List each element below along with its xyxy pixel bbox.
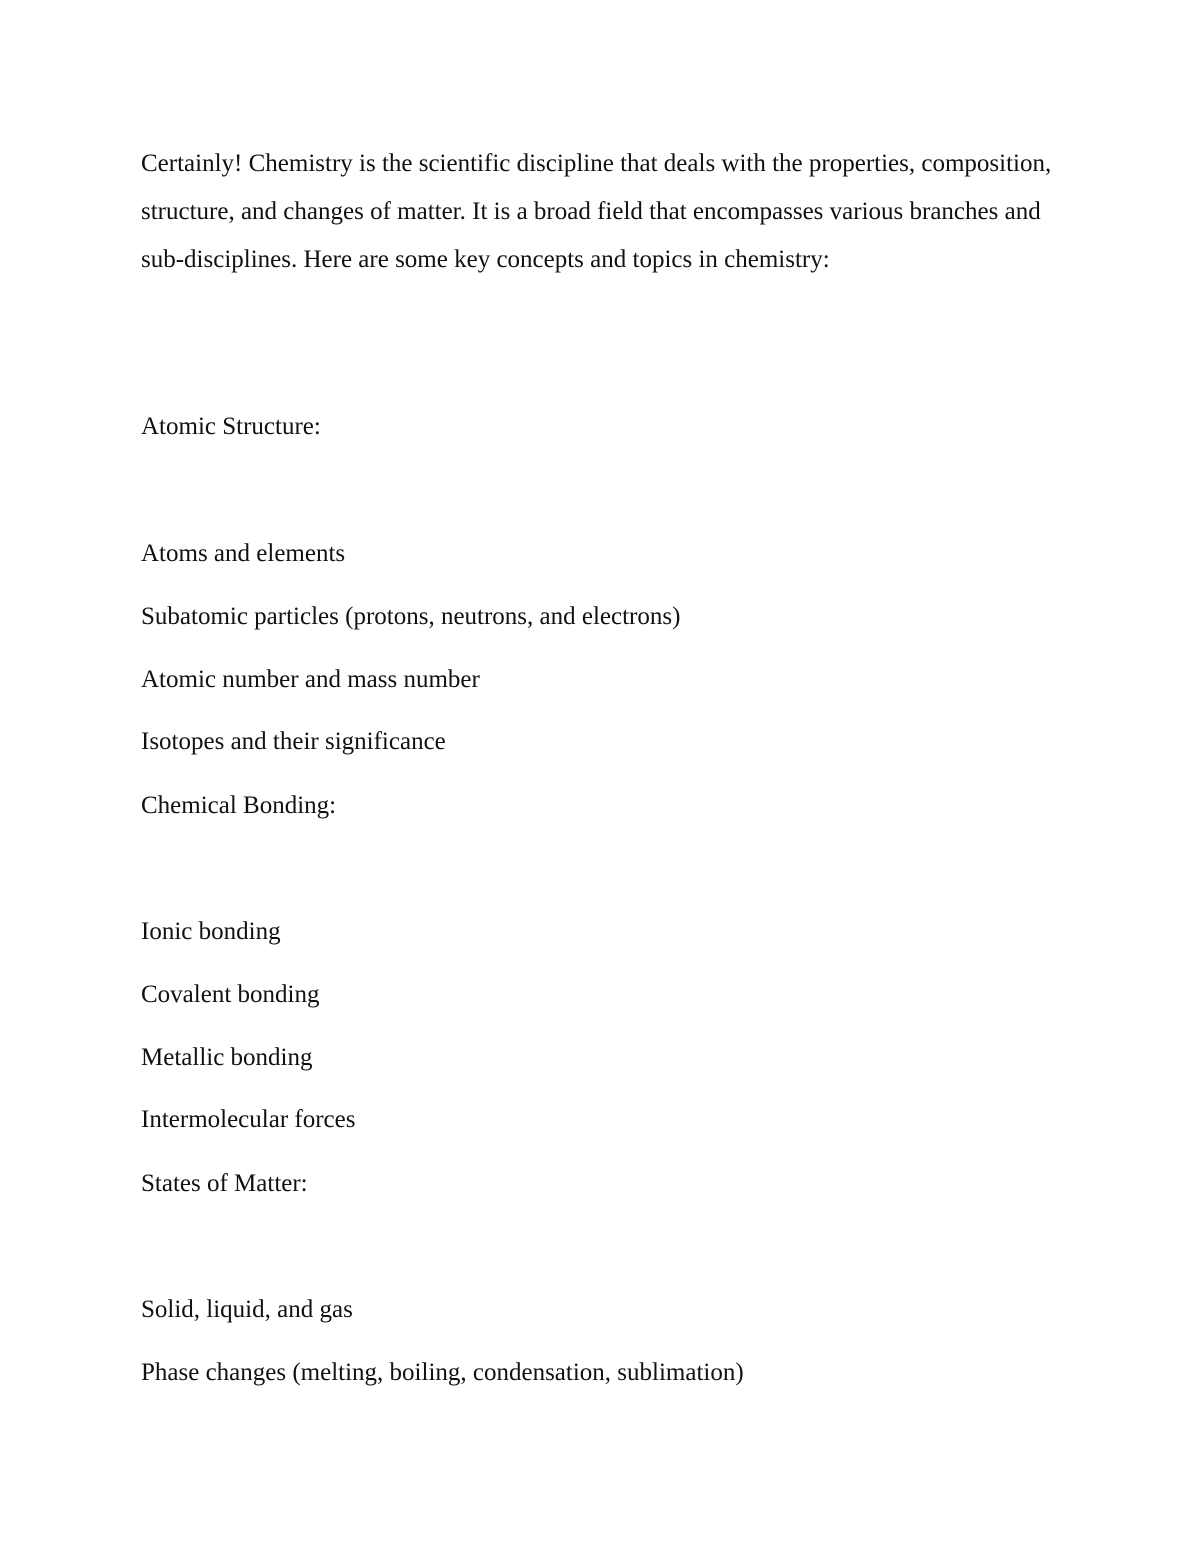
section-heading-states-of-matter: States of Matter:	[141, 1170, 308, 1197]
list-item-phase-changes: Phase changes (melting, boiling, condensation, sublimation)	[141, 1359, 744, 1386]
list-item-atomic-number: Atomic number and mass number	[141, 666, 480, 693]
list-item-covalent-bonding: Covalent bonding	[141, 981, 320, 1008]
list-item-ionic-bonding: Ionic bonding	[141, 918, 281, 945]
list-item-subatomic-particles: Subatomic particles (protons, neutrons, and electrons)	[141, 603, 681, 630]
section-heading-chemical-bonding: Chemical Bonding:	[141, 792, 337, 819]
list-item-intermolecular-forces: Intermolecular forces	[141, 1106, 356, 1133]
list-item-isotopes: Isotopes and their significance	[141, 728, 446, 755]
list-item-metallic-bonding: Metallic bonding	[141, 1044, 313, 1071]
list-item-solid-liquid-gas: Solid, liquid, and gas	[141, 1296, 353, 1323]
section-heading-atomic-structure: Atomic Structure:	[141, 413, 321, 440]
list-item-atoms-and-elements: Atoms and elements	[141, 540, 346, 567]
intro-paragraph: Certainly! Chemistry is the scientific discipline that deals with the properties, composition, structure, and changes of matter. It is a broad field that encompasses various branches and sub-disciplines. Here are some key concepts and topics in chemistry:	[141, 150, 1052, 273]
